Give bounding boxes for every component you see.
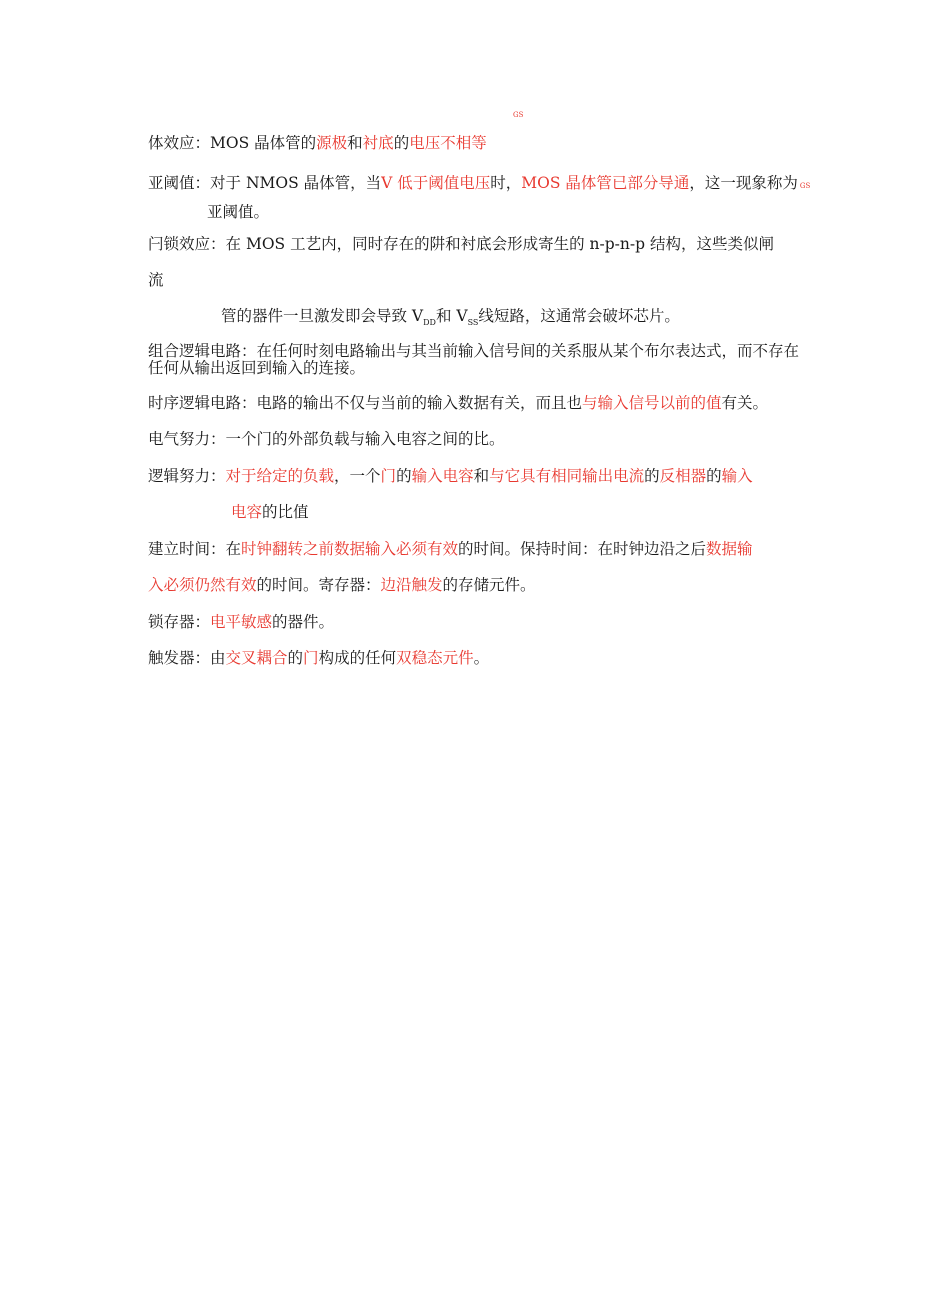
setup-hold-continuation: 入必须仍然有效的时间。寄存器：边沿触发的存储元件。 [148,576,536,594]
term-label: 触发器：由 [148,649,226,667]
highlight: MOS 晶体管已部分导通 [521,174,690,192]
highlight: 门 [303,649,319,667]
stray-gs-subscript: GS [513,111,524,119]
flipflop-definition: 触发器：由交叉耦合的门构成的任何双稳态元件。 [148,649,490,667]
highlight: 电压不相等 [409,134,487,152]
term-label: 体效应： [148,134,211,152]
highlight: 与它具有相同输出电流 [489,467,645,485]
highlight: 与输入信号以前的值 [582,394,722,412]
subthreshold-continuation: 亚阈值。 [207,203,270,221]
setup-hold-definition: 建立时间：在时钟翻转之前数据输入必须有效的时间。保持时间：在时钟边沿之后数据输 [148,540,753,558]
gs-subscript: GS [799,182,811,190]
logical-effort-definition: 逻辑努力：对于给定的负载，一个门的输入电容和与它具有相同输出电流的反相器的输入 [148,467,753,485]
term-label: 锁存器： [148,613,211,631]
latchup-continuation-1: 流 [148,271,164,289]
latch-definition: 锁存器：电平敏感的器件。 [148,613,335,631]
vss-subscript: SS [467,318,479,327]
highlight: 时钟翻转之前数据输入必须有效 [241,540,459,558]
highlight: 输入 [721,467,753,485]
highlight: 电容 [231,503,263,521]
highlight: 反相器 [659,467,707,485]
body-effect-definition: 体效应：MOS 晶体管的源极和衬底的电压不相等 [148,134,487,152]
term-label: 闩锁效应： [148,235,226,253]
term-label: 亚阈值： [148,174,211,192]
subthreshold-definition: 亚阈值：对于 NMOS 晶体管，当V 低于阈值电压时，MOS 晶体管已部分导通，这一现象称为 GS [148,174,811,192]
highlight: 门 [380,467,397,485]
highlight: 电平敏感 [210,613,273,631]
highlight: V 低于阈值电压 [381,174,491,192]
highlight: 交叉耦合 [225,649,288,667]
highlight: 边沿触发 [380,576,443,594]
latchup-definition: 闩锁效应：在 MOS 工艺内，同时存在的阱和衬底会形成寄生的 n-p-n-p 结构，这些类似闸 [148,235,774,253]
highlight: 对于给定的负载 [225,467,335,485]
logical-effort-continuation: 电容的比值 [231,503,309,521]
electrical-effort-definition: 电气努力：一个门的外部负载与输入电容之间的比。 [148,430,505,448]
highlight: 源极 [316,134,348,152]
vdd-subscript: DD [423,318,436,327]
term-label: 逻辑努力： [148,467,226,485]
highlight: 数据输 [706,540,753,558]
highlight: 入必须仍然有效 [148,576,257,594]
highlight: 衬底 [362,134,394,152]
highlight: 双稳态元件 [396,649,474,667]
highlight: 输入电容 [411,467,474,485]
combinational-logic-definition: 组合逻辑电路：在任何时刻电路输出与其当前输入信号间的关系服从某个布尔表达式，而不存在任何从输出返回到输入的连接。 [148,342,800,377]
latchup-continuation-2: 管的器件一旦激发即会导致 $V_{DD}$和 $V_{SS}$线短路，这通常会破坏芯片。 [221,307,680,327]
sequential-logic-definition: 时序逻辑电路：电路的输出不仅与当前的输入数据有关，而且也与输入信号以前的值有关。 [148,394,769,412]
